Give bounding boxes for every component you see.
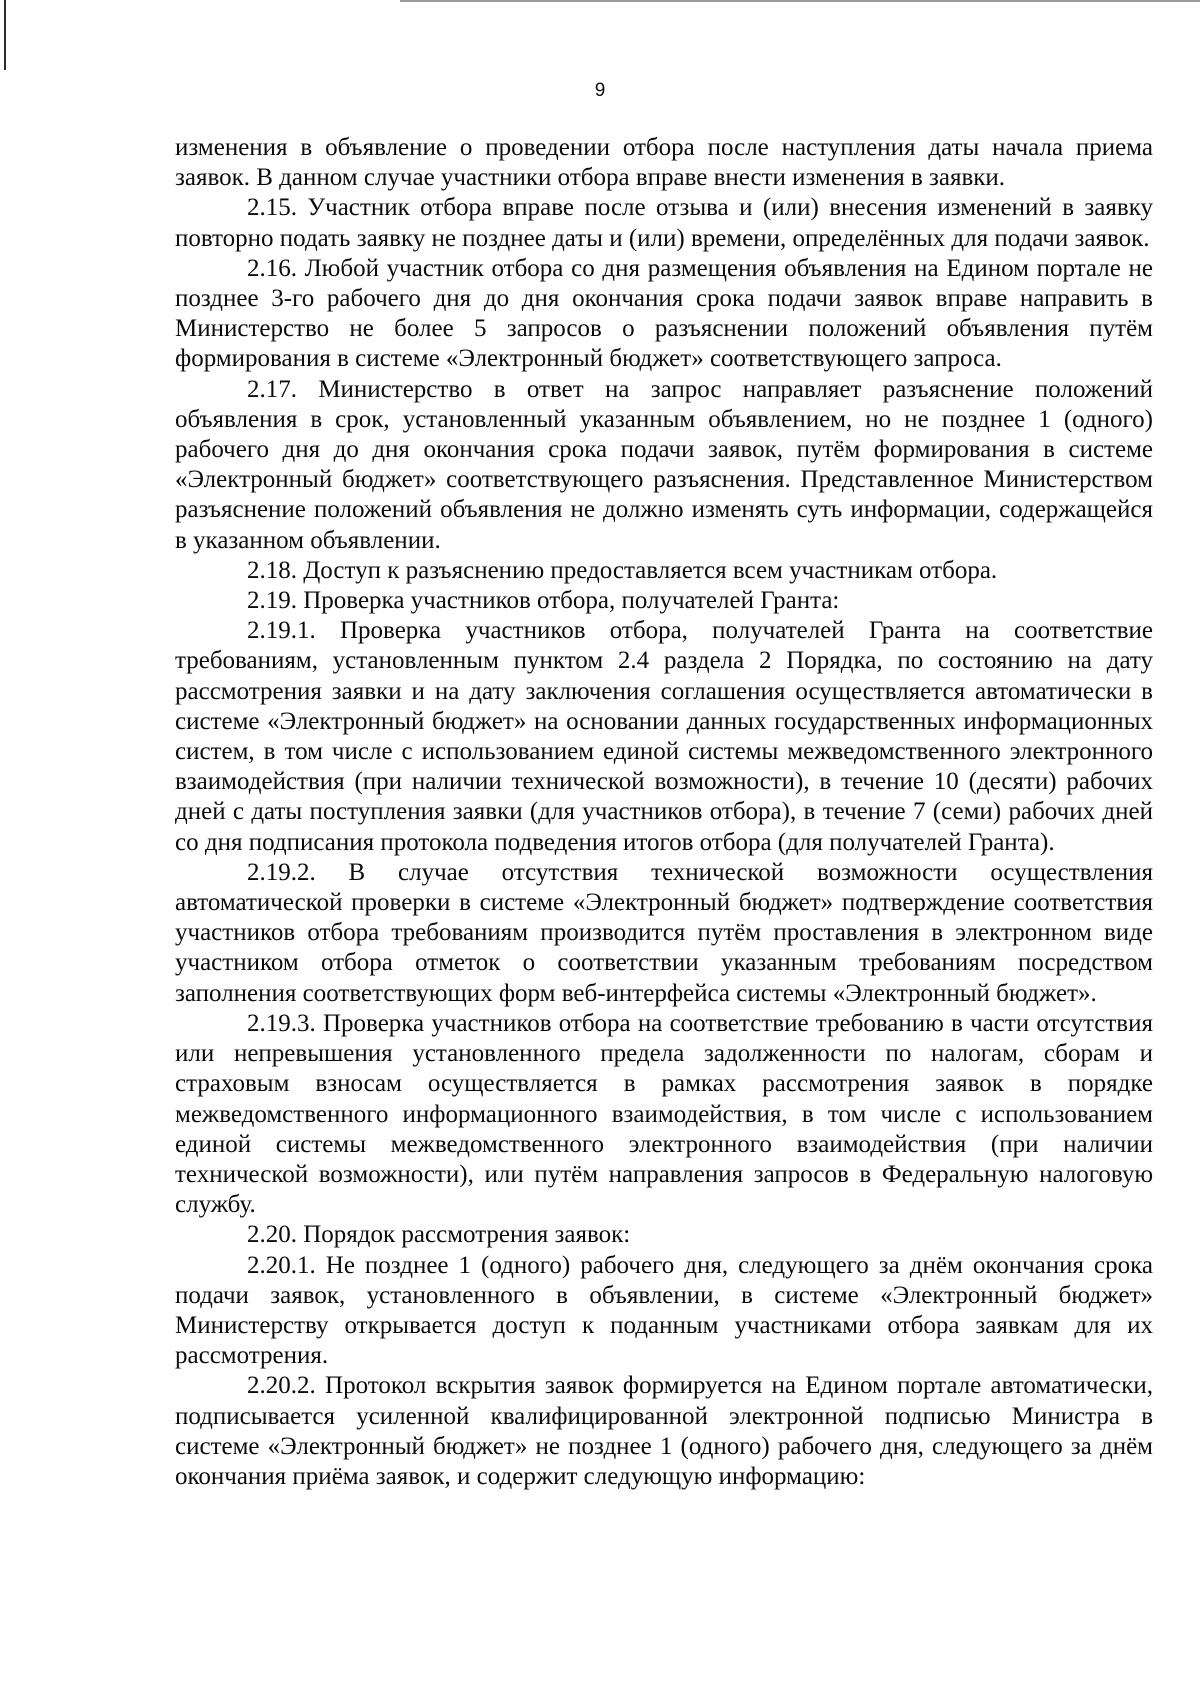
paragraph-2-18: 2.18. Доступ к разъяснению предоставляется всем участникам отбора. (247, 556, 998, 584)
scan-edge-top (400, 0, 1200, 2)
paragraph-2-20-2: 2.20.2. Протокол вскрытия заявок формируется на Едином портале автоматически, подписывается усиленной квалифицированной электронной подписью Министра в системе «Электронный бюджет» не позднее 1 (одного) рабочего дня, следующего за днём окончания приёма заявок, и содержит следующую информацию: (175, 1372, 1153, 1490)
paragraph-2-16: 2.16. Любой участник отбора со дня размещения объявления на Едином портале не позднее 3-го рабочего дня до дня окончания срока подачи заявок вправе направить в Министерство не более 5 запросов о разъяснении положений объявления путём формирования в системе «Электронный бюджет» соответствующего запроса. (175, 254, 1153, 373)
paragraph-2-19-1: 2.19.1. Проверка участников отбора, получателей Гранта на соответствие требованиям, установленным пунктом 2.4 раздела 2 Порядка, по состоянию на дату рассмотрения заявки и на дату заключения соглашения осуществляется автоматически в системе «Электронный бюджет» на основании данных государственных информационных систем, в том числе с использованием единой системы межведомственного электронного взаимодействия (при наличии технической возможности), в течение 10 (десяти) рабочих дней с даты поступления заявки (для участников отбора), в течение 7 (семи) рабочих дней со дня подписания протокола подведения итогов отбора (для получателей Гранта). (175, 617, 1153, 856)
paragraph-2-20: 2.20. Порядок рассмотрения заявок: (247, 1221, 631, 1249)
paragraph-2-20-1: 2.20.1. Не позднее 1 (одного) рабочего дня, следующего за днём окончания срока подачи заявок, установленного в объявлении, в системе «Электронный бюджет» Министерству открывается доступ к поданным участниками отбора заявкам для их рассмотрения. (175, 1251, 1153, 1370)
paragraph-2-15: 2.15. Участник отбора вправе после отзыва и (или) внесения изменений в заявку повторно подать заявку не позднее даты и (или) времени, определённых для подачи заявок. (175, 194, 1153, 252)
document-body (175, 133, 1153, 1492)
paragraph-2-19-2: 2.19.2. В случае отсутствия технической возможности осуществления автоматической проверки в системе «Электронный бюджет» подтверждение соответствия участников отбора требованиям производится путём проставления в электронном виде участником отбора отметок о соответствии указанным требованиям посредством заполнения соответствующих форм веб-интерфейса системы «Электронный бюджет». (175, 858, 1153, 1007)
paragraph-continuation: изменения в объявление о проведении отбора после наступления даты начала приема заявок. В данном случае участники отбора вправе внести изменения в заявки. (175, 134, 1153, 192)
scan-edge-left (4, 0, 6, 70)
paragraph-2-19-3: 2.19.3. Проверка участников отбора на соответствие требованию в части отсутствия или непревышения установленного предела задолженности по налогам, сборам и страховым взносам осуществляется в рамках рассмотрения заявок в порядке межведомственного информационного взаимодействия, в том числе с использованием единой системы межведомственного электронного взаимодействия (при наличии технической возможности), или путём направления запросов в Федеральную налоговую службу. (175, 1009, 1153, 1219)
paragraph-2-19: 2.19. Проверка участников отбора, получателей Гранта: (247, 587, 840, 615)
page-number: 9 (594, 80, 606, 101)
paragraph-2-17: 2.17. Министерство в ответ на запрос направляет разъяснение положений объявления в срок, установленный указанным объявлением, но не позднее 1 (одного) рабочего дня до дня окончания срока подачи заявок, путём формирования в системе «Электронный бюджет» соответствующего разъяснения. Представленное Министерством разъяснение положений объявления не должно изменять суть информации, содержащейся в указанном объявлении. (175, 375, 1153, 554)
